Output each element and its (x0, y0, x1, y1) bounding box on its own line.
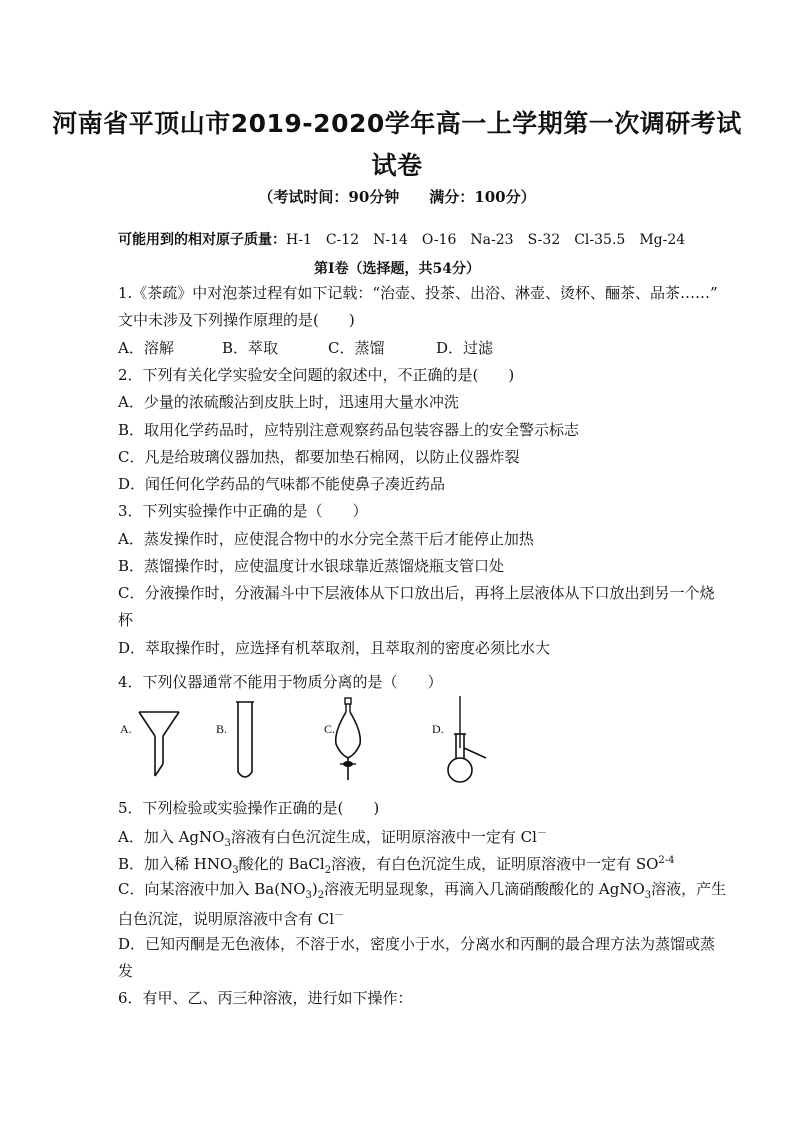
q4-stem: 4．下列仪器通常不能用于物质分离的是（ ） (118, 673, 443, 691)
q3-option-d: D．萃取操作时，应选择有机萃取剂，且萃取剂的密度必须比水大 (118, 639, 551, 657)
q3-option-c-line2: 杯 (118, 611, 134, 629)
exam-info: （考试时间：90分钟 满分：100分） (258, 188, 536, 206)
atomic-mass-line (118, 229, 685, 249)
q4-label-b: B. (216, 722, 228, 736)
test-tube-icon (230, 696, 260, 786)
q4-label-d: D. (432, 722, 444, 736)
q2-option-b: B．取用化学药品时，应特别注意观察药品包装容器上的安全警示标志 (118, 421, 580, 439)
q3-option-c-line1: C．分液操作时，分液漏斗中下层液体从下口放出后，再将上层液体从下口放出到另一个烧 (118, 584, 715, 602)
q5-option-d-line2: 发 (118, 962, 134, 980)
q5-option-d-line1: D．已知丙酮是无色液体，不溶于水，密度小于水，分离水和丙酮的最合理方法为蒸馏或蒸 (118, 935, 716, 953)
paper-title-line1: 河南省平顶山市2019-2020学年高一上学期第一次调研考试 (52, 109, 742, 138)
q5-option-b: B．加入稀 $HNO_3$酸化的 BaCl$_2$溶液，有白色沉淀生成，证明原溶液中一定有 SO$^{2-4}$ (118, 855, 675, 876)
q1-option-c: C．蒸馏 (328, 339, 385, 357)
funnel-icon (134, 704, 184, 784)
separatory-funnel-icon (328, 696, 368, 786)
q2-option-c: C．凡是给玻璃仪器加热，都要加垫石棉网，以防止仪器炸裂 (118, 448, 520, 466)
q1-stem-line2: 文中未涉及下列操作原理的是( ) (118, 311, 355, 329)
q2-stem: 2．下列有关化学实验安全问题的叙述中，不正确的是( ) (118, 366, 515, 384)
q3-stem: 3．下列实验操作中正确的是（ ） (118, 502, 368, 520)
distillation-flask-icon (440, 694, 490, 788)
q1-option-b: B．萃取 (222, 339, 279, 357)
q2-option-a: A．少量的浓硫酸沾到皮肤上时，迅速用大量水冲洗 (118, 393, 459, 411)
section-heading: 第Ⅰ卷（选择题，共54分） (313, 261, 481, 277)
q1-stem-line1: 1.《茶疏》中对泡茶过程有如下记载：“治壶、投茶、出浴、淋壶、烫杯、酾茶、品茶……” (118, 284, 718, 302)
q1-option-a: A．溶解 (118, 339, 174, 357)
q3-option-b: B．蒸馏操作时，应使温度计水银球靠近蒸馏烧瓶支管口处 (118, 557, 505, 575)
q5-option-c-line2: 白色沉淀，说明原溶液中含有 Cl－ (118, 910, 345, 928)
q1-option-d: D．过滤 (436, 339, 494, 357)
q6-stem: 6．有甲、乙、丙三种溶液，进行如下操作： (118, 989, 413, 1007)
paper-title-line2: 试卷 (371, 151, 423, 180)
q4-label-c: C. (324, 722, 336, 736)
q5-option-c-line1: C．向某溶液中加入 $Ba(NO_3)_2$溶液无明显现象，再滴入几滴硝酸酸化的 AgNO$_3$溶液，产生 (118, 880, 727, 901)
q5-option-a: A．加入 AgNO$_3$溶液有白色沉淀生成，证明原溶液中一定有 Cl－ (118, 828, 547, 849)
q2-option-d: D．闻任何化学药品的气味都不能使鼻子凑近药品 (118, 475, 446, 493)
atomic-mass-values: H-1 C-12 N-14 O-16 Na-23 S-32 Cl-35.5 Mg-24 (286, 232, 686, 248)
q3-option-a: A．蒸发操作时，应使混合物中的水分完全蒸干后才能停止加热 (118, 530, 534, 548)
atomic-mass-label: 可能用到的相对原子质量： (118, 232, 286, 248)
q4-label-a: A. (120, 722, 132, 736)
q5-stem: 5．下列检验或实验操作正确的是( ) (118, 799, 380, 817)
